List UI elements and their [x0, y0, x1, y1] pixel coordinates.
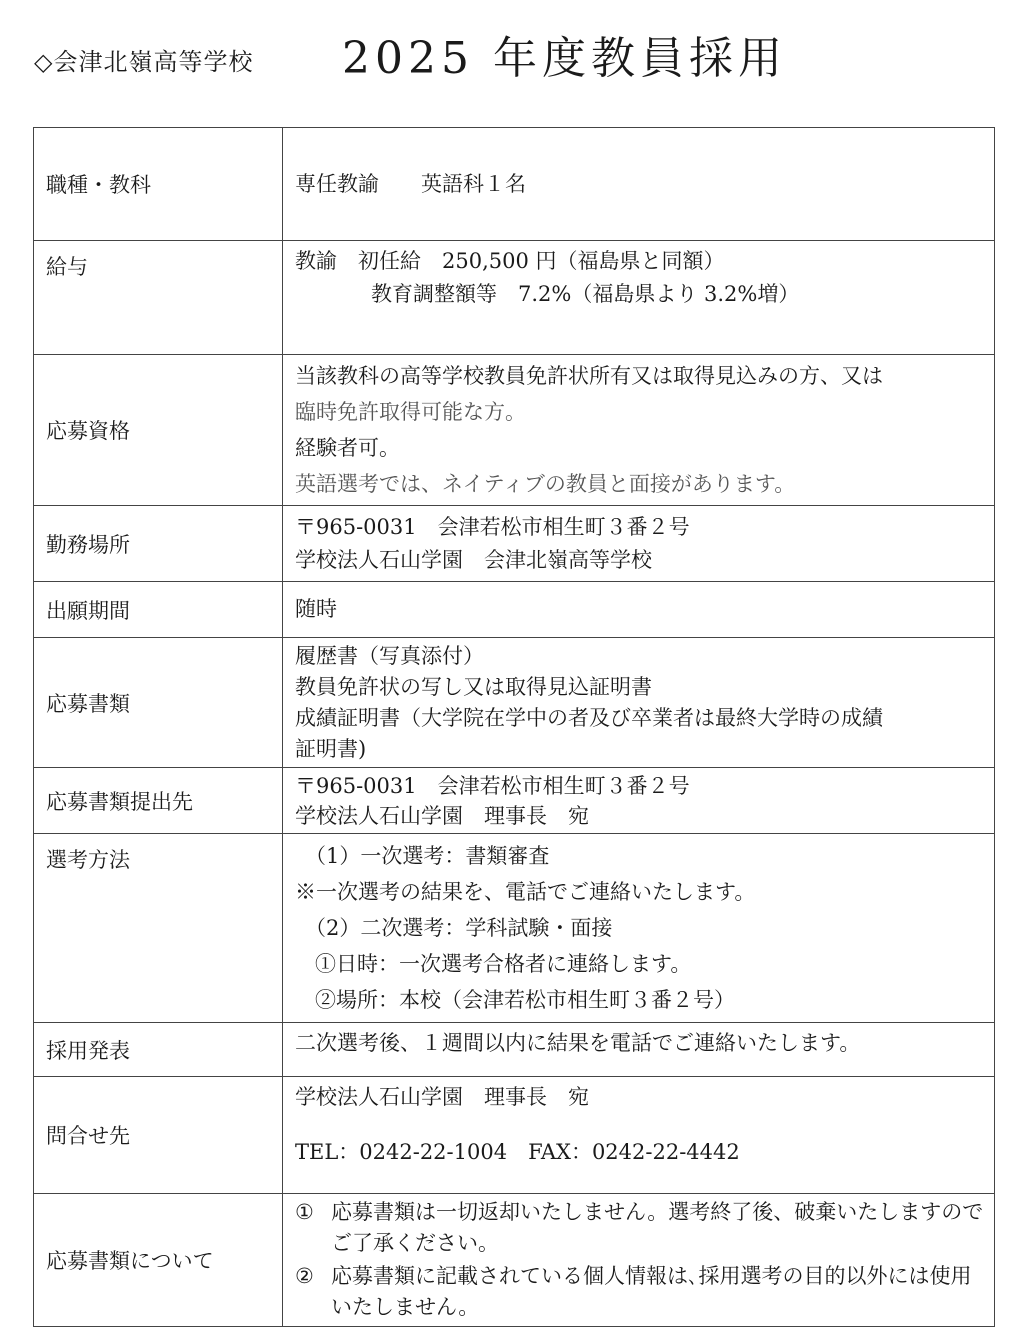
method-line-5: ②場所：本校（会津若松市相生町３番２号） — [315, 988, 735, 1012]
note-1-number: ① — [295, 1200, 314, 1224]
contact-phone-fax: TEL：0242-22-1004 FAX：0242-22-4442 — [295, 1140, 740, 1164]
row-about-documents — [34, 1194, 995, 1327]
note-2-text: 応募書類に記載されている個人情報は､採用選考の目的以外には使用いたしません。 — [331, 1264, 972, 1319]
qual-line-4: 英語選考では、ネイティブの教員と面接があります。 — [295, 472, 796, 496]
announcement-value: 二次選考後、１週間以内に結果を電話でご連絡いたします。 — [295, 1031, 861, 1055]
page-header — [34, 22, 994, 82]
note-1 — [295, 1197, 984, 1259]
qual-line-2: 臨時免許取得可能な方。 — [295, 400, 526, 424]
method-line-4: ①日時：一次選考合格者に連絡します。 — [315, 952, 692, 976]
label-salary: 給与 — [34, 241, 283, 355]
row-contact — [34, 1077, 995, 1194]
qual-line-3: 経験者可。 — [295, 436, 400, 460]
row-submit-to — [34, 768, 995, 834]
job-value: 専任教諭 英語科１名 — [295, 171, 526, 196]
row-method — [34, 834, 995, 1023]
label-contact: 問合せ先 — [34, 1077, 283, 1194]
docs-line-2: 教員免許状の写し又は取得見込証明書 — [295, 674, 652, 699]
row-announcement — [34, 1023, 995, 1077]
contact-recipient: 学校法人石山学園 理事長 宛 — [295, 1085, 589, 1109]
label-period: 出願期間 — [34, 582, 283, 638]
school-name: ◇会津北嶺高等学校 — [34, 48, 254, 76]
workplace-school: 学校法人石山学園 会津北嶺高等学校 — [295, 547, 652, 572]
label-announcement: 採用発表 — [34, 1023, 283, 1077]
recruitment-table — [33, 127, 995, 1327]
row-workplace — [34, 506, 995, 582]
label-about-documents: 応募書類について — [34, 1194, 283, 1327]
method-line-2: ※一次選考の結果を、電話でご連絡いたします。 — [295, 880, 756, 904]
qual-line-1: 当該教科の高等学校教員免許状所有又は取得見込みの方、又は — [295, 364, 883, 388]
method-line-1: （1）一次選考：書類審査 — [305, 844, 550, 868]
note-1-text: 応募書類は一切返却いたしません。選考終了後、破棄いたしますのでご了承ください。 — [331, 1200, 984, 1255]
label-method: 選考方法 — [34, 834, 283, 1023]
label-job: 職種・教科 — [34, 128, 283, 241]
row-job — [34, 128, 995, 241]
workplace-address: 〒965-0031 会津若松市相生町３番２号 — [295, 514, 690, 539]
docs-line-1: 履歴書（写真添付） — [295, 643, 484, 668]
label-submit-to: 応募書類提出先 — [34, 768, 283, 834]
row-documents — [34, 638, 995, 768]
submit-address: 〒965-0031 会津若松市相生町３番２号 — [295, 773, 690, 798]
note-2 — [295, 1261, 984, 1323]
submit-recipient: 学校法人石山学園 理事長 宛 — [295, 803, 589, 828]
row-qualification — [34, 355, 995, 506]
salary-line-2: 教育調整額等 7.2%（福島県より 3.2%増） — [371, 282, 800, 306]
label-workplace: 勤務場所 — [34, 506, 283, 582]
label-qualification: 応募資格 — [34, 355, 283, 506]
note-2-number: ② — [295, 1264, 314, 1288]
row-period — [34, 582, 995, 638]
method-line-3: （2）二次選考：学科試験・面接 — [305, 916, 613, 940]
docs-line-4: 証明書) — [295, 736, 367, 761]
salary-line-1: 教諭 初任給 250,500 円（福島県と同額） — [295, 249, 725, 273]
page-title: 2025 年度教員採用 — [342, 33, 787, 84]
period-value: 随時 — [295, 597, 337, 621]
docs-line-3: 成績証明書（大学院在学中の者及び卒業者は最終大学時の成績 — [295, 705, 883, 730]
label-documents: 応募書類 — [34, 638, 283, 768]
row-salary — [34, 241, 995, 355]
